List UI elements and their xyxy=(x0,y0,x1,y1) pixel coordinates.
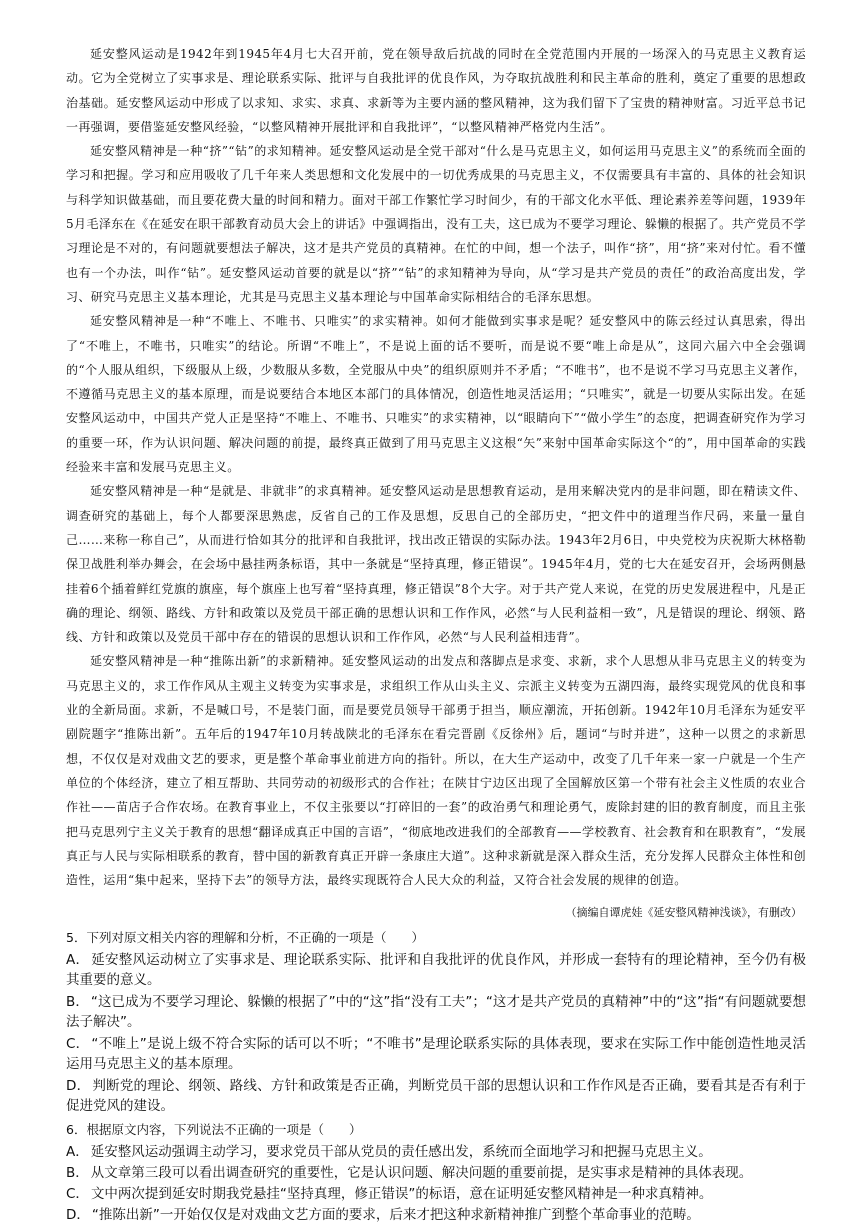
option-text: 文中两次提到延安时期我党悬挂“坚持真理，修正错误”的标语，意在证明延安整风精神是一种求真精神。 xyxy=(90,1186,713,1203)
option-letter: C． xyxy=(66,1186,89,1203)
option-c[interactable] xyxy=(66,1034,806,1074)
option-text: 延安整风运动强调主动学习，要求党员干部从党员的责任感出发，系统而全面地学习和把握马克思主义。 xyxy=(90,1144,712,1161)
option-letter: C． xyxy=(66,1036,90,1053)
option-letter: D． xyxy=(66,1078,91,1095)
passage-paragraph-5: 延安整风精神是一种“推陈出新”的求新精神。延安整风运动的出发点和落脚点是求变、求新，求个人思想从非马克思主义的转变为马克思主义的，求工作作风从主观主义转变为实事求是，求组织工作从山头主义、宗派主义转变为五湖四海，最终实现党风的优良和事业的全新局面。求新，不是喊口号，不是装门面，而是要党员领导干部勇于担当，顺应潮流，开拓创新。1942年10月毛泽东为延安平剧院题字“推陈出新”。五年后的1947年10月转战陕北的毛泽东在看完晋剧《反徐州》后，题词“与时并进”，这种一以贯之的求新思想，不仅仅是对戏曲文艺的要求，更是整个革命事业前进方向的指针。所以，在大生产运动中，改变了几千年来一家一户就是一个生产单位的个体经济，建立了相互帮助、共同劳动的初级形式的合作社；在陕甘宁边区出现了全国解放区第一个带有社会主义性质的农业合作社——苗店子合作农场。在教育事业上，不仅主张要以“打碎旧的一套”的政治勇气和理论勇气，废除封建的旧的教育制度，而且主张把马克思列宁主义关于教育的思想“翻译成真正中国的言语”，“彻底地改进我们的全部教育——学校教育、社会教育和在职教育”，“发展真正与人民与实际相联系的教育，替中国的新教育真正开辟一条康庄大道”。这种求新就是深入群众生活，充分发挥人民群众主体性和创造性，运用“集中起来，坚持下去”的领导方法，最终实现既符合人民大众的利益，又符合社会发展的规律的创造。 xyxy=(66,654,806,888)
question-stem: 6．根据原文内容，下列说法不正确的一项是（ ） xyxy=(66,1122,362,1138)
option-letter: B． xyxy=(66,1165,89,1182)
option-text: “不唯上”是说上级不符合实际的话可以不听；“不唯书”是理论联系实际的具体表现，要求在实际工作中能创造性地灵活运用马克思主义的基本原理。 xyxy=(66,1036,806,1073)
question-5 xyxy=(66,926,806,1116)
option-letter: D． xyxy=(66,1207,90,1224)
passage-source: （摘编自谭虎娃《延安整风精神浅谈》，有删改） xyxy=(565,906,802,920)
option-d[interactable] xyxy=(66,1076,806,1116)
option-letter: A． xyxy=(66,952,90,969)
option-text: 从文章第三段可以看出调查研究的重要性，它是认识问题、解决问题的重要前提，是实事求是精神的具体表现。 xyxy=(90,1165,753,1182)
option-c[interactable] xyxy=(66,1184,806,1204)
passage-paragraph-3: 延安整风精神是一种“不唯上、不唯书、只唯实”的求实精神。如何才能做到实事求是呢？延安整风中的陈云经过认真思索，得出了“不唯上，不唯书，只唯实”的结论。所谓“不唯上”，不是说上面的话不要听，而是说不要“唯上命是从”，这同六届六中全会强调的“个人服从组织，下级服从上级，少数服从多数，全党服从中央”的组织原则并不矛盾；“不唯书”，也不是说不学习马克思主义著作，不遵循马克思主义的基本原理，而是说要结合本地区本部门的具体情况，创造性地灵活运用；“只唯实”，就是一切要从实际出发。在延安整风运动中，中国共产党人正是坚持“不唯上、不唯书、只唯实”的求实精神，以“眼睛向下”“做小学生”的态度，把调查研究作为学习的重要一环，作为认识问题、解决问题的前提，最终真正做到了用马克思主义这根“矢”来射中国革命实际这个“的”，用中国革命的实践经验来丰富和发展马克思主义。 xyxy=(66,314,806,475)
passage-paragraph-4: 延安整风精神是一种“是就是、非就非”的求真精神。延安整风运动是思想教育运动，是用来解决党内的是非问题，即在精读文件、调查研究的基础上，每个人都要深思熟虑，反省自己的工作及思想，反思自己的全部历史，“把文件中的道理当作尺码，来量一量自己……来称一称自己”，从而进行恰如其分的批评和自我批评，找出改正错误的实际办法。1943年2月6日，中央党校为庆祝斯大林格勒保卫战胜利举办舞会，在会场中悬挂两条标语，其中一条就是“坚持真理，修正错误”。1945年4月，党的七大在延安召开，会场两侧悬挂着6个插着鲜红党旗的旗座，每个旗座上也写着“坚持真理，修正错误”8个大字。对于共产党人来说，在党的历史发展进程中，凡是正确的理论、纲领、路线、方针和政策以及党员干部正确的思想认识和工作作风，必然“与人民利益相一致”，凡是错误的理论、纲领、路线、方针和政策以及党员干部中存在的错误的思想认识和工作作风，必然“与人民利益相违背”。 xyxy=(66,484,806,645)
option-text: 延安整风运动树立了实事求是、理论联系实际、批评和自我批评的优良作风，并形成一套特有的理论精神，至今仍有极其重要的意义。 xyxy=(66,952,806,989)
reading-passage xyxy=(66,42,806,892)
option-d[interactable] xyxy=(66,1205,806,1225)
question-6 xyxy=(66,1118,806,1225)
option-text: “这已成为不要学习理论、躲懒的根据了”中的“这”指“没有工夫”；“这才是共产党员的真精神”中的“这”指“有问题就要想法子解决”。 xyxy=(66,994,807,1031)
passage-paragraph-1: 延安整风运动是1942年到1945年4月七大召开前，党在领导敌后抗战的同时在全党范围内开展的一场深入的马克思主义教育运动。它为全党树立了实事求是、理论联系实际、批评与自我批评的优良作风，为夺取抗战胜利和民主革命的胜利，奠定了重要的思想政治基础。延安整风运动中形成了以求知、求实、求真、求新等为主要内涵的整风精神，这为我们留下了宝贵的精神财富。习近平总书记一再强调，要借鉴延安整风经验，“以整风精神开展批评和自我批评”，“以整风精神严格党内生活”。 xyxy=(66,47,806,134)
question-stem: 5．下列对原文相关内容的理解和分析，不正确的一项是（ ） xyxy=(66,930,424,946)
option-text: “推陈出新”一开始仅仅是对戏曲文艺方面的要求，后来才把这种求新精神推广到整个革命事业的范畴。 xyxy=(91,1207,700,1224)
option-letter: B． xyxy=(66,994,89,1011)
option-text: 判断党的理论、纲领、路线、方针和政策是否正确，判断党员干部的思想认识和工作作风是否正确，要看其是否有利于促进党风的建设。 xyxy=(66,1078,806,1115)
option-b[interactable] xyxy=(66,992,806,1032)
option-b[interactable] xyxy=(66,1163,806,1183)
option-a[interactable] xyxy=(66,950,806,990)
option-letter: A． xyxy=(66,1144,89,1161)
passage-paragraph-2: 延安整风精神是一种“挤”“钻”的求知精神。延安整风运动是全党干部对“什么是马克思主义，如何运用马克思主义”的系统而全面的学习和把握。学习和应用吸收了几千年来人类思想和文化发展中的一切优秀成果的马克思主义，不仅需要具有丰富的、具体的社会知识与科学知识做基础，而且要花费大量的时间和精力。面对干部工作繁忙学习时间少，有的干部文化水平低、理论素养差等问题，1939年5月毛泽东在《在延安在职干部教育动员大会上的讲话》中强调指出，没有工夫，这已成为不要学习理论、躲懒的根据了。共产党员不学习理论是不对的，有问题就要想法子解决，这才是共产党员的真精神。在忙的中间，想一个法子，叫作“挤”，用“挤”来对付忙。看不懂也有一个办法，叫作“钻”。延安整风运动首要的就是以“挤”“钻”的求知精神为导向，从“学习是共产党员的责任”的政治高度出发，学习、研究马克思主义基本理论，尤其是马克思主义基本理论与中国革命实际相结合的毛泽东思想。 xyxy=(66,144,806,304)
option-a[interactable] xyxy=(66,1142,806,1162)
